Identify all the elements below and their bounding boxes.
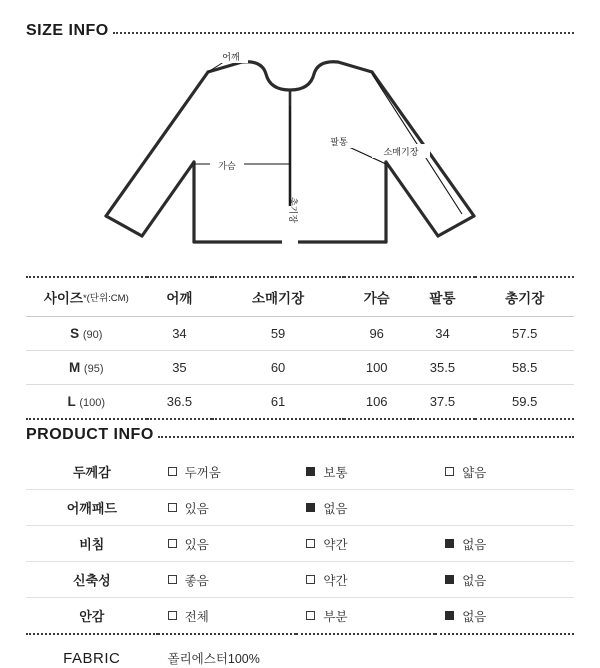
size-row-name-text: L [67, 394, 76, 409]
cell-total: 58.5 [475, 351, 574, 385]
cell-arm: 35.5 [410, 351, 476, 385]
size-header-arm: 팔통 [410, 277, 476, 317]
size-header-size-text: 사이즈 [43, 291, 83, 306]
table-row [26, 351, 574, 385]
cell-arm: 37.5 [410, 385, 476, 420]
checkbox-unchecked[interactable] [168, 539, 177, 548]
checkbox-unchecked[interactable] [306, 539, 315, 548]
product-info-header [0, 420, 600, 444]
table-row [26, 317, 574, 351]
cell-chest: 96 [344, 317, 410, 351]
checkbox-unchecked[interactable] [168, 611, 177, 620]
pinfo-option-empty [435, 490, 574, 526]
size-row-name-paren: (90) [82, 329, 103, 341]
pinfo-label-stretch: 신축성 [26, 562, 158, 598]
size-table-block [0, 276, 600, 420]
cell-shoulder: 36.5 [147, 385, 213, 420]
fabric-row [0, 649, 600, 667]
table-row [26, 598, 574, 635]
size-row-name [26, 317, 147, 351]
cell-chest: 100 [344, 351, 410, 385]
checkbox-checked[interactable] [306, 467, 315, 476]
pinfo-label-lining: 안감 [26, 598, 158, 635]
checkbox-checked[interactable] [445, 575, 454, 584]
pinfo-option [296, 562, 435, 598]
checkbox-checked[interactable] [445, 539, 454, 548]
label-sleeve: 소매기장 [383, 147, 419, 157]
pinfo-option [435, 598, 574, 635]
product-info-table [26, 454, 574, 635]
option-label: 있음 [184, 501, 209, 516]
option-label: 있음 [184, 537, 209, 552]
cell-sleeve: 59 [212, 317, 344, 351]
option-label: 전체 [184, 609, 209, 624]
size-table [26, 276, 574, 420]
fabric-label: FABRIC [63, 650, 121, 667]
checkbox-checked[interactable] [445, 611, 454, 620]
option-label: 두꺼움 [184, 465, 221, 480]
dotted-divider [113, 32, 574, 34]
option-label: 좋음 [184, 573, 209, 588]
checkbox-unchecked[interactable] [168, 575, 177, 584]
fabric-value: 폴리에스터100% [167, 652, 260, 666]
checkbox-unchecked[interactable] [168, 503, 177, 512]
pinfo-option [158, 598, 297, 635]
pinfo-option [158, 526, 297, 562]
cell-total: 59.5 [475, 385, 574, 420]
dotted-divider [158, 436, 574, 438]
pinfo-option [158, 490, 297, 526]
option-label: 없음 [462, 537, 487, 552]
table-row [26, 526, 574, 562]
pinfo-label-shoulder-pad: 어깨패드 [26, 490, 158, 526]
option-label: 약간 [323, 573, 348, 588]
size-header-total: 총기장 [475, 277, 574, 317]
cell-chest: 106 [344, 385, 410, 420]
size-row-name-text: S [70, 326, 80, 341]
label-total: 총기장 [288, 196, 298, 224]
pinfo-option [296, 454, 435, 490]
cell-sleeve: 60 [212, 351, 344, 385]
option-label: 약간 [323, 537, 348, 552]
size-row-name-paren: (95) [83, 363, 104, 375]
cell-total: 57.5 [475, 317, 574, 351]
option-label: 없음 [323, 501, 348, 516]
cell-shoulder: 34 [147, 317, 213, 351]
label-chest: 가슴 [218, 161, 236, 171]
table-row [26, 385, 574, 420]
pinfo-option [158, 562, 297, 598]
size-unit-note: *(단위:CM) [82, 293, 129, 304]
garment-illustration [0, 46, 600, 268]
pinfo-option [435, 562, 574, 598]
size-row-name [26, 351, 147, 385]
pinfo-option [158, 454, 297, 490]
option-label: 보통 [323, 465, 348, 480]
size-row-name-paren: (100) [79, 397, 106, 409]
label-shoulder: 어깨 [222, 52, 240, 62]
pinfo-option [296, 598, 435, 635]
cell-arm: 34 [410, 317, 476, 351]
size-header-size [26, 277, 147, 317]
pinfo-option [435, 526, 574, 562]
size-header-sleeve: 소매기장 [212, 277, 344, 317]
pinfo-option [296, 490, 435, 526]
cell-sleeve: 61 [212, 385, 344, 420]
table-row [26, 454, 574, 490]
pinfo-label-sheerness: 비침 [26, 526, 158, 562]
checkbox-checked[interactable] [306, 503, 315, 512]
size-table-header-row [26, 277, 574, 317]
option-label: 부분 [323, 609, 348, 624]
pinfo-option [435, 454, 574, 490]
table-row [26, 562, 574, 598]
checkbox-unchecked[interactable] [168, 467, 177, 476]
size-header-chest: 가슴 [344, 277, 410, 317]
size-info-header [0, 0, 600, 40]
size-row-name-text: M [69, 360, 81, 375]
product-info-block [0, 454, 600, 635]
option-label: 없음 [462, 573, 487, 588]
pinfo-option [296, 526, 435, 562]
size-row-name [26, 385, 147, 420]
checkbox-unchecked[interactable] [445, 467, 454, 476]
table-row [26, 490, 574, 526]
checkbox-unchecked[interactable] [306, 611, 315, 620]
pinfo-label-thickness: 두께감 [26, 454, 158, 490]
option-label: 없음 [462, 609, 487, 624]
size-header-shoulder: 어깨 [147, 277, 213, 317]
size-info-title: SIZE INFO [26, 22, 109, 39]
product-info-title: PRODUCT INFO [26, 426, 154, 443]
label-arm: 팔통 [330, 137, 348, 147]
option-label: 얇음 [462, 465, 487, 480]
checkbox-unchecked[interactable] [306, 575, 315, 584]
cell-shoulder: 35 [147, 351, 213, 385]
